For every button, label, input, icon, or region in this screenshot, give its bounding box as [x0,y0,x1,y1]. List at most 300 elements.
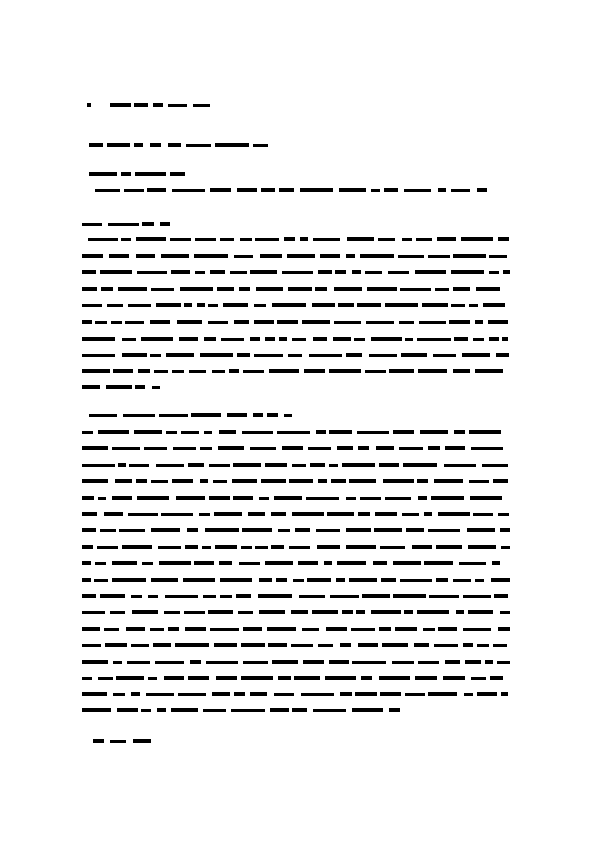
placeholder-word [428,446,440,450]
placeholder-word [137,496,169,500]
placeholder-word [243,627,262,631]
placeholder-word [454,430,465,434]
placeholder-word [217,287,234,291]
placeholder-word [104,628,119,631]
placeholder-word [473,338,484,341]
placeholder-word [89,414,117,417]
placeholder-word [135,385,145,389]
placeholder-word [233,463,261,467]
placeholder-word [206,661,238,664]
placeholder-word [336,578,345,582]
placeholder-word [124,189,144,192]
placeholder-word [367,287,397,291]
placeholder-word [89,143,103,147]
placeholder-word [418,369,447,373]
placeholder-word [150,628,164,631]
placeholder-word [498,237,509,241]
placeholder-word [98,677,113,680]
placeholder-word [316,430,326,434]
placeholder-word [271,545,284,549]
placeholder-word [184,303,192,307]
placeholder-word [259,578,272,582]
placeholder-word [358,446,369,450]
placeholder-word [292,464,306,467]
placeholder-word [475,369,503,373]
placeholder-word [259,610,285,614]
placeholder-word [428,529,460,532]
placeholder-word [137,271,167,274]
placeholder-word [351,628,375,631]
placeholder-word [93,739,104,743]
para2-title-line [89,413,296,417]
placeholder-word [489,255,507,258]
placeholder-word [95,189,120,192]
placeholder-word [417,479,428,483]
placeholder-word [274,693,294,696]
placeholder-word [82,354,115,357]
placeholder-word [210,188,231,192]
placeholder-word [208,321,228,324]
placeholder-word [238,611,253,614]
subtitle-line [89,143,268,147]
placeholder-word [500,611,510,614]
placeholder-word [215,143,249,147]
placeholder-word [365,271,382,274]
placeholder-word [438,627,457,631]
placeholder-word [82,644,101,647]
placeholder-word [303,660,324,664]
placeholder-word [116,676,144,680]
placeholder-word [95,321,107,324]
placeholder-word [278,676,291,680]
placeholder-word [267,413,278,417]
placeholder-word [398,255,424,258]
placeholder-word [291,644,313,647]
placeholder-word [436,545,462,549]
para2-line-5 [82,496,508,500]
placeholder-word [356,610,365,614]
placeholder-word [213,480,227,483]
placeholder-word [453,579,471,582]
placeholder-word [138,369,150,373]
placeholder-word [289,546,310,549]
placeholder-word [500,528,510,532]
placeholder-word [346,497,356,500]
placeholder-word [166,353,194,357]
para1-line-9 [82,369,506,373]
placeholder-word [199,513,210,516]
placeholder-word [150,143,161,147]
placeholder-word [110,611,125,614]
placeholder-word [161,254,189,258]
placeholder-word [150,320,170,324]
para2-line-11 [82,594,510,598]
placeholder-word [151,288,174,291]
placeholder-word [209,464,230,467]
para2-line-14 [82,643,510,647]
para2-line-17 [82,692,508,696]
placeholder-word [475,320,483,324]
placeholder-word [405,338,413,341]
placeholder-word [241,643,265,647]
placeholder-word [212,692,230,696]
placeholder-word [191,413,221,417]
placeholder-word [185,545,198,549]
placeholder-word [324,561,332,565]
placeholder-word [94,579,108,582]
placeholder-word [254,320,274,324]
placeholder-word [414,643,429,647]
placeholder-word [355,692,377,696]
placeholder-word [465,660,481,664]
placeholder-word [463,595,491,598]
placeholder-word [501,692,508,696]
placeholder-word [402,238,412,241]
placeholder-word [346,353,362,357]
heading-bullet [87,103,91,107]
placeholder-word [170,172,185,176]
placeholder-word [422,303,448,307]
placeholder-word [82,692,107,696]
placeholder-word [204,337,216,341]
placeholder-word [360,497,381,500]
placeholder-word [171,708,198,712]
placeholder-word [165,595,198,598]
placeholder-word [463,643,473,647]
placeholder-word [369,354,397,357]
placeholder-word [141,709,151,712]
para1-line-4 [82,287,505,291]
placeholder-word [318,270,332,274]
placeholder-word [131,595,142,598]
placeholder-word [82,385,100,389]
placeholder-word [453,254,486,258]
placeholder-word [346,528,371,532]
placeholder-word [424,512,432,516]
placeholder-word [334,321,361,324]
placeholder-word [399,447,423,450]
placeholder-word [429,595,459,598]
placeholder-word [154,370,168,373]
placeholder-word [254,304,266,307]
placeholder-word [232,479,257,483]
placeholder-word [100,270,132,274]
placeholder-word [265,463,287,467]
placeholder-word [82,611,105,614]
placeholder-word [282,271,313,274]
placeholder-word [194,254,228,258]
placeholder-word [161,513,193,516]
placeholder-word [210,628,239,631]
placeholder-word [493,479,508,483]
placeholder-word [477,644,489,647]
placeholder-word [233,496,253,500]
placeholder-word [180,287,213,291]
placeholder-word [468,610,493,614]
placeholder-word [388,271,409,274]
para2-line-4 [82,479,508,483]
placeholder-word [381,578,396,582]
placeholder-word [298,561,318,565]
placeholder-word [309,354,342,357]
placeholder-word [208,304,218,307]
placeholder-word [239,287,250,291]
placeholder-word [179,337,198,341]
placeholder-word [337,561,366,565]
placeholder-word [316,529,340,532]
placeholder-word [255,546,268,549]
placeholder-word [400,579,432,582]
placeholder-word [159,561,191,565]
placeholder-word [307,578,331,582]
placeholder-word [220,238,234,241]
placeholder-word [502,337,508,341]
para1-line-2 [82,254,508,258]
placeholder-word [334,287,362,291]
placeholder-word [156,464,184,467]
placeholder-word [477,188,487,192]
placeholder-word [361,676,372,680]
placeholder-word [164,676,184,680]
placeholder-word [243,370,264,373]
placeholder-word [153,643,171,647]
placeholder-word [128,513,158,516]
placeholder-word [380,692,401,696]
placeholder-word [366,321,394,324]
placeholder-word [184,611,205,614]
placeholder-word [82,479,108,483]
placeholder-word [177,320,202,324]
placeholder-word [269,369,299,373]
placeholder-word [288,287,312,291]
placeholder-word [418,496,427,500]
placeholder-word [122,545,152,549]
placeholder-word [299,595,325,598]
placeholder-word [417,610,449,614]
placeholder-word [435,288,449,291]
placeholder-word [471,447,503,450]
placeholder-word [315,287,327,291]
placeholder-word [468,545,496,549]
para1-line-5 [82,303,510,307]
placeholder-word [195,271,205,274]
placeholder-word [289,479,313,483]
placeholder-word [82,578,91,582]
placeholder-word [310,463,325,467]
placeholder-word [135,172,166,176]
placeholder-word [128,304,151,307]
placeholder-word [477,692,497,696]
placeholder-word [352,708,383,712]
placeholder-word [82,512,97,516]
placeholder-word [125,321,144,324]
placeholder-word [265,561,293,565]
placeholder-word [405,693,425,696]
placeholder-word [107,143,130,147]
placeholder-word [402,513,419,516]
placeholder-word [234,692,245,696]
placeholder-word [202,546,211,549]
placeholder-word [111,321,122,324]
placeholder-word [151,578,178,582]
placeholder-word [404,189,431,192]
para1-line-3 [82,270,510,274]
placeholder-word [284,414,292,417]
placeholder-word [340,692,352,696]
placeholder-word [219,561,232,565]
placeholder-word [189,370,206,373]
placeholder-word [485,660,493,664]
placeholder-word [295,528,310,532]
placeholder-word [234,255,253,258]
placeholder-word [254,354,283,357]
placeholder-word [415,270,446,274]
placeholder-word [117,708,138,712]
placeholder-word [503,270,510,274]
placeholder-word [498,627,510,631]
placeholder-word [159,414,188,417]
placeholder-word [234,320,249,324]
placeholder-word [109,254,129,258]
placeholder-word [437,237,456,241]
placeholder-word [301,693,334,696]
para2-line-6 [82,512,509,516]
placeholder-word [300,188,333,192]
placeholder-word [258,594,292,598]
placeholder-word [453,287,470,291]
placeholder-word [98,497,106,500]
placeholder-word [172,370,184,373]
placeholder-word [384,188,398,192]
para2-line-2 [82,446,507,450]
para2-line-3 [82,463,508,467]
placeholder-word [278,529,290,532]
placeholder-word [494,594,508,598]
placeholder-word [171,270,190,274]
placeholder-word [418,661,439,664]
placeholder-word [204,431,212,434]
placeholder-word [214,512,242,516]
placeholder-word [110,103,131,107]
para1-line-8 [82,353,509,357]
placeholder-word [250,692,267,696]
placeholder-word [330,595,359,598]
placeholder-word [434,644,458,647]
placeholder-word [112,578,146,582]
placeholder-word [112,561,137,565]
placeholder-word [274,496,302,500]
placeholder-word [329,369,361,373]
placeholder-word [82,254,103,258]
placeholder-word [463,628,491,631]
para2-line-15 [82,660,510,664]
placeholder-word [449,320,470,324]
placeholder-word [471,677,486,680]
placeholder-word [349,479,376,483]
para2-line-12 [82,610,510,614]
placeholder-word [133,739,151,743]
placeholder-word [438,188,446,192]
placeholder-word [218,446,244,450]
placeholder-word [208,610,233,614]
section-text-line [95,188,487,192]
placeholder-word [476,287,500,291]
placeholder-word [371,189,380,192]
placeholder-word [470,496,502,500]
placeholder-word [148,677,157,680]
placeholder-word [265,337,275,341]
placeholder-word [318,479,327,483]
placeholder-word [428,692,457,696]
placeholder-word [107,304,123,307]
placeholder-word [467,528,495,532]
placeholder-word [362,594,390,598]
placeholder-word [172,189,205,192]
placeholder-word [304,369,325,373]
placeholder-word [237,188,257,192]
placeholder-word [462,353,490,357]
placeholder-word [194,561,214,565]
placeholder-word [209,496,230,500]
placeholder-word [326,627,347,631]
placeholder-word [488,320,508,324]
placeholder-word [342,463,375,467]
placeholder-word [357,431,389,434]
placeholder-word [451,270,484,274]
placeholder-word [501,546,510,549]
placeholder-word [82,708,111,712]
placeholder-word [152,386,160,389]
placeholder-word [423,628,435,631]
placeholder-word [185,627,206,631]
placeholder-word [352,661,386,664]
placeholder-word [392,661,414,664]
placeholder-word [205,528,239,532]
placeholder-word [170,238,191,241]
placeholder-word [82,660,108,664]
placeholder-word [376,446,394,450]
placeholder-word [100,529,116,532]
placeholder-word [168,143,181,147]
placeholder-word [164,611,180,614]
placeholder-word [302,628,319,631]
placeholder-word [461,237,493,241]
placeholder-word [268,643,287,647]
placeholder-word [259,497,269,500]
placeholder-word [469,480,489,483]
placeholder-word [419,321,446,324]
placeholder-word [108,223,139,226]
placeholder-word [148,595,158,598]
placeholder-word [95,562,106,565]
para2-line-7 [82,528,510,532]
placeholder-word [313,709,346,712]
placeholder-word [464,693,473,696]
placeholder-word [203,595,216,598]
placeholder-word [231,709,265,712]
placeholder-word [379,463,399,467]
placeholder-word [168,627,179,631]
placeholder-word [176,496,205,500]
placeholder-word [453,369,470,373]
placeholder-word [433,354,456,357]
placeholder-word [320,254,340,258]
section-label-line [89,172,185,176]
placeholder-word [214,643,237,647]
placeholder-word [146,693,174,696]
placeholder-word [393,594,426,598]
placeholder-word [241,546,252,549]
